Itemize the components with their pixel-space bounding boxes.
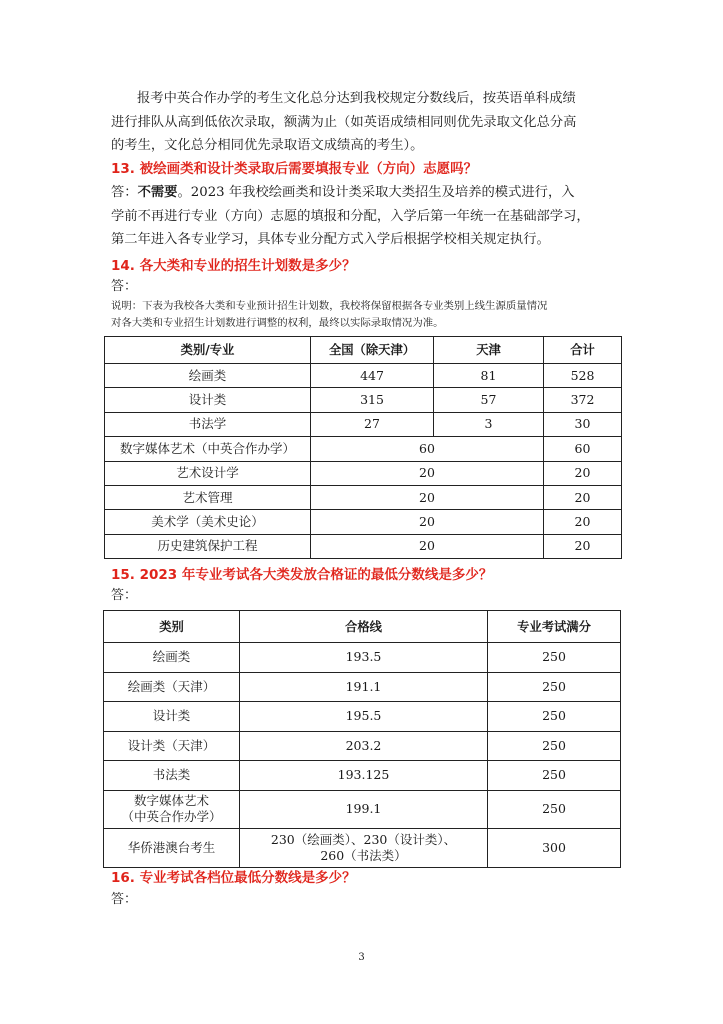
- total-cell: 20: [544, 534, 622, 558]
- table-row: [104, 643, 621, 673]
- intro-line-1: 报考中英合作办学的考生文化总分达到我校规定分数线后，按英语单科成绩: [137, 91, 576, 106]
- column-header: 合格线: [240, 611, 488, 643]
- q15-heading: 15. 2023 年专业考试各大类发放合格证的最低分数线是多少？: [111, 567, 493, 583]
- table-row: [105, 485, 622, 509]
- category-cell: 设计类: [104, 702, 240, 732]
- table-row: [105, 534, 622, 558]
- pass-line-cell: 193.5: [240, 643, 488, 673]
- total-cell: 372: [544, 388, 622, 412]
- table-row: [104, 828, 621, 867]
- intro-paragraph: [111, 87, 611, 158]
- table-row: [105, 388, 622, 412]
- category-cell: 艺术管理: [105, 485, 311, 509]
- category-cell: 绘画类: [105, 364, 311, 388]
- category-cell: 美术学（美术史论）: [105, 510, 311, 534]
- category-cell: 设计类: [105, 388, 311, 412]
- enrollment-plan-table: [104, 336, 622, 559]
- category-line-1: 数字媒体艺术: [133, 793, 209, 808]
- total-cell: 20: [544, 461, 622, 485]
- category-cell: [104, 790, 240, 828]
- column-header: 全国（除天津）: [311, 337, 434, 364]
- combined-cell: 20: [311, 534, 544, 558]
- pass-line-cell: 199.1: [240, 790, 488, 828]
- q13-answer-prefix: 答：: [111, 185, 138, 200]
- q13-answer-bold: 不需要: [137, 185, 178, 200]
- column-header: 类别/专业: [105, 337, 311, 364]
- total-cell: 20: [544, 510, 622, 534]
- table-row: [104, 702, 621, 732]
- tianjin-cell: 57: [434, 388, 544, 412]
- pass-line-line-2: 260（书法类）: [320, 847, 407, 863]
- full-score-cell: 250: [488, 702, 621, 732]
- table-row: [105, 510, 622, 534]
- q14-answer-label: 答：: [111, 279, 138, 294]
- full-score-cell: 250: [488, 761, 621, 791]
- table-header-row: [105, 337, 622, 364]
- column-header: 类别: [104, 611, 240, 643]
- q15-answer-label: 答：: [111, 588, 138, 603]
- q14-note: [111, 298, 616, 331]
- total-cell: 30: [544, 412, 622, 436]
- q13-answer-line-3: 第二年进入各专业学习，具体专业分配方式入学后根据学校相关规定执行。: [111, 232, 550, 247]
- intro-line-2: 进行排队从高到低依次录取，额满为止（如英语成绩相同则优先录取文化总分高: [111, 114, 577, 130]
- q13-answer-line-2: 学前不再进行专业（方向）志愿的填报和分配，入学后第一年统一在基础部学习，: [111, 208, 590, 224]
- table-row: [104, 672, 621, 702]
- table-row: [105, 461, 622, 485]
- full-score-cell: 300: [488, 828, 621, 867]
- combined-cell: 20: [311, 510, 544, 534]
- column-header: 天津: [434, 337, 544, 364]
- q14-note-line-1: 说明：下表为我校各大类和专业预计招生计划数，我校将保留根据各专业类别上线生源质量情况: [111, 300, 548, 312]
- table-header-row: [104, 611, 621, 643]
- intro-line-3: 的考生，文化总分相同优先录取语文成绩高的考生）。: [111, 138, 424, 153]
- q16-answer-label: 答：: [111, 892, 138, 907]
- full-score-cell: 250: [488, 672, 621, 702]
- national-cell: 447: [311, 364, 434, 388]
- full-score-cell: 250: [488, 731, 621, 761]
- full-score-cell: 250: [488, 643, 621, 673]
- category-cell: 绘画类: [104, 643, 240, 673]
- category-cell: 数字媒体艺术（中英合作办学）: [105, 437, 311, 461]
- total-cell: 20: [544, 485, 622, 509]
- category-line-2: （中英合作办学）: [121, 809, 222, 824]
- category-cell: 绘画类（天津）: [104, 672, 240, 702]
- full-score-cell: 250: [488, 790, 621, 828]
- tianjin-cell: 81: [434, 364, 544, 388]
- total-cell: 60: [544, 437, 622, 461]
- tianjin-cell: 3: [434, 412, 544, 436]
- total-cell: 528: [544, 364, 622, 388]
- pass-line-cell: 193.125: [240, 761, 488, 791]
- table-row: [104, 761, 621, 791]
- column-header: 合计: [544, 337, 622, 364]
- combined-cell: 60: [311, 437, 544, 461]
- q14-heading: 14. 各大类和专业的招生计划数是多少？: [111, 258, 356, 274]
- pass-line-cell: 203.2: [240, 731, 488, 761]
- table-row: [105, 437, 622, 461]
- table-row: [105, 364, 622, 388]
- q13-answer: [111, 181, 611, 252]
- column-header: 专业考试满分: [488, 611, 621, 643]
- q13-answer-line-1: 。2023 年我校绘画类和设计类采取大类招生及培养的模式进行，入: [177, 185, 575, 200]
- table-row: [104, 790, 621, 828]
- combined-cell: 20: [311, 461, 544, 485]
- category-cell: 历史建筑保护工程: [105, 534, 311, 558]
- pass-line-cell: 195.5: [240, 702, 488, 732]
- q16-heading: 16. 专业考试各档位最低分数线是多少？: [111, 870, 356, 886]
- pass-line-line-1: 230（绘画类）、230（设计类）、: [270, 831, 457, 847]
- combined-cell: 20: [311, 485, 544, 509]
- category-cell: 华侨港澳台考生: [104, 828, 240, 867]
- page-number: 3: [358, 952, 365, 963]
- pass-line-cell: 191.1: [240, 672, 488, 702]
- category-cell: 艺术设计学: [105, 461, 311, 485]
- category-cell: 书法学: [105, 412, 311, 436]
- passing-score-table: [103, 610, 621, 868]
- table-row: [104, 731, 621, 761]
- q13-heading: 13. 被绘画类和设计类录取后需要填报专业（方向）志愿吗？: [111, 161, 478, 177]
- q14-note-line-2: 对各大类和专业招生计划数进行调整的权利，最终以实际录取情况为准。: [111, 316, 444, 329]
- category-cell: 设计类（天津）: [104, 731, 240, 761]
- national-cell: 315: [311, 388, 434, 412]
- national-cell: 27: [311, 412, 434, 436]
- category-cell: 书法类: [104, 761, 240, 791]
- table-row: [105, 412, 622, 436]
- pass-line-cell: [240, 828, 488, 867]
